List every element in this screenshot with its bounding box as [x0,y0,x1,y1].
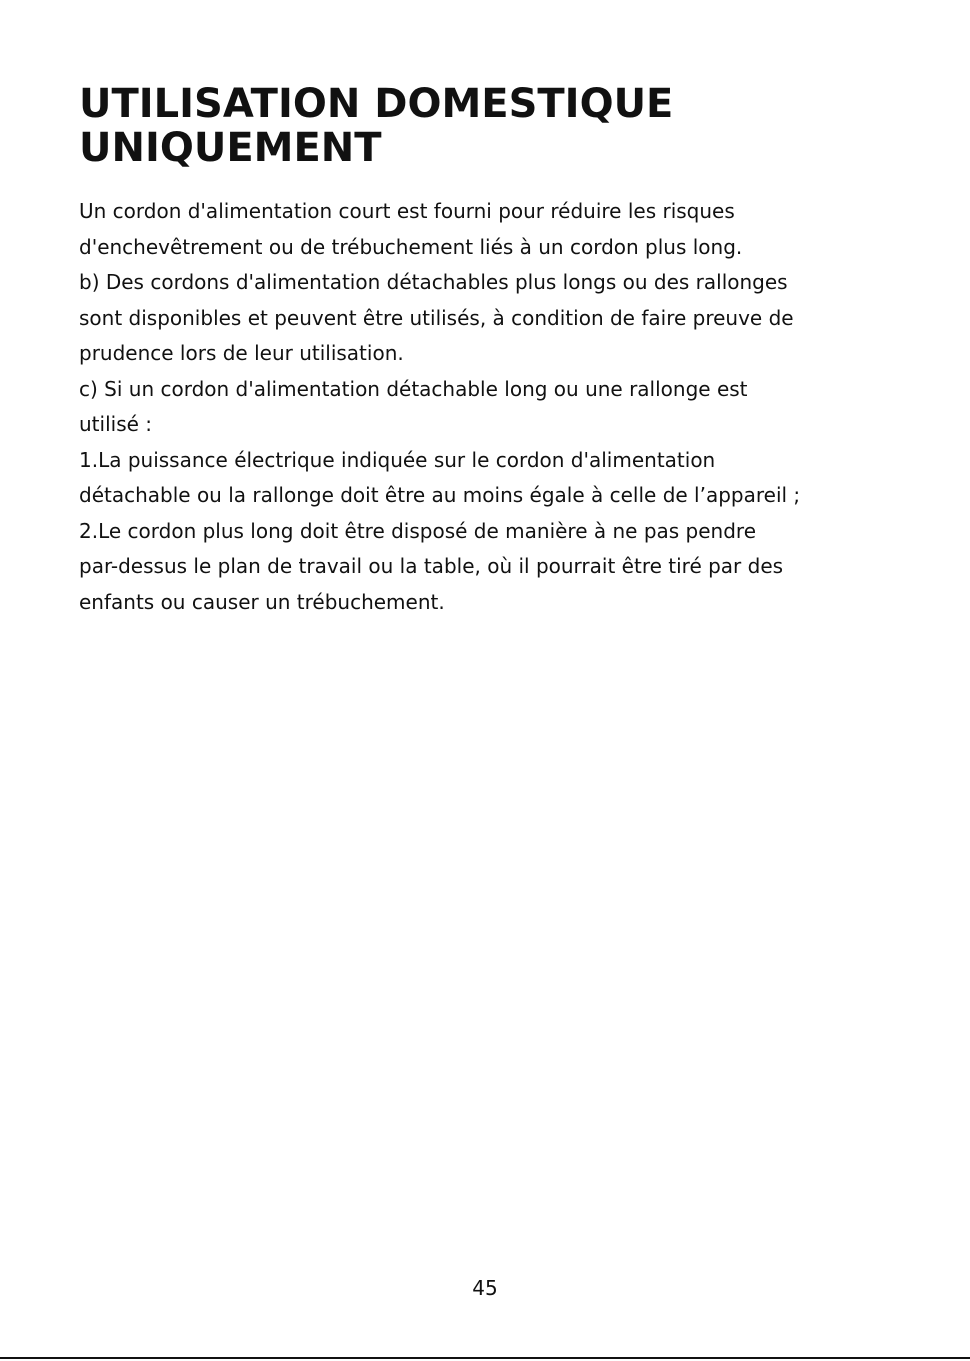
body-line: par-dessus le plan de travail ou la table, où il pourrait être tiré par des [79,554,784,578]
page-number: 45 [472,1276,498,1300]
body-line: c) Si un cordon d'alimentation détachable long ou une rallonge est [79,376,748,401]
body-line: prudence lors de leur utilisation. [79,341,404,365]
body-line: détachable ou la rallonge doit être au moins égale à celle de l’appareil ; [79,483,801,507]
body-line: sont disponibles et peuvent être utilisés, à condition de faire preuve de [79,305,794,330]
page-title [79,82,899,170]
bottom-divider [0,1357,970,1359]
title-line-2: UNIQUEMENT [79,125,382,171]
body-line: 2.Le cordon plus long doit être disposé de manière à ne pas pendre [79,518,757,543]
body-line: utilisé : [79,412,153,436]
body-line: enfants ou causer un trébuchement. [79,589,445,614]
body-line: Un cordon d'alimentation court est fourni pour réduire les risques [79,199,735,223]
body-line: d'enchevêtrement ou de trébuchement liés à un cordon plus long. [79,234,743,259]
body-text [79,194,939,620]
body-line: 1.La puissance électrique indiquée sur le cordon d'alimentation [79,447,716,472]
title-line-1: UTILISATION DOMESTIQUE [79,81,674,127]
body-line: b) Des cordons d'alimentation détachables plus longs ou des rallonges [79,270,788,294]
